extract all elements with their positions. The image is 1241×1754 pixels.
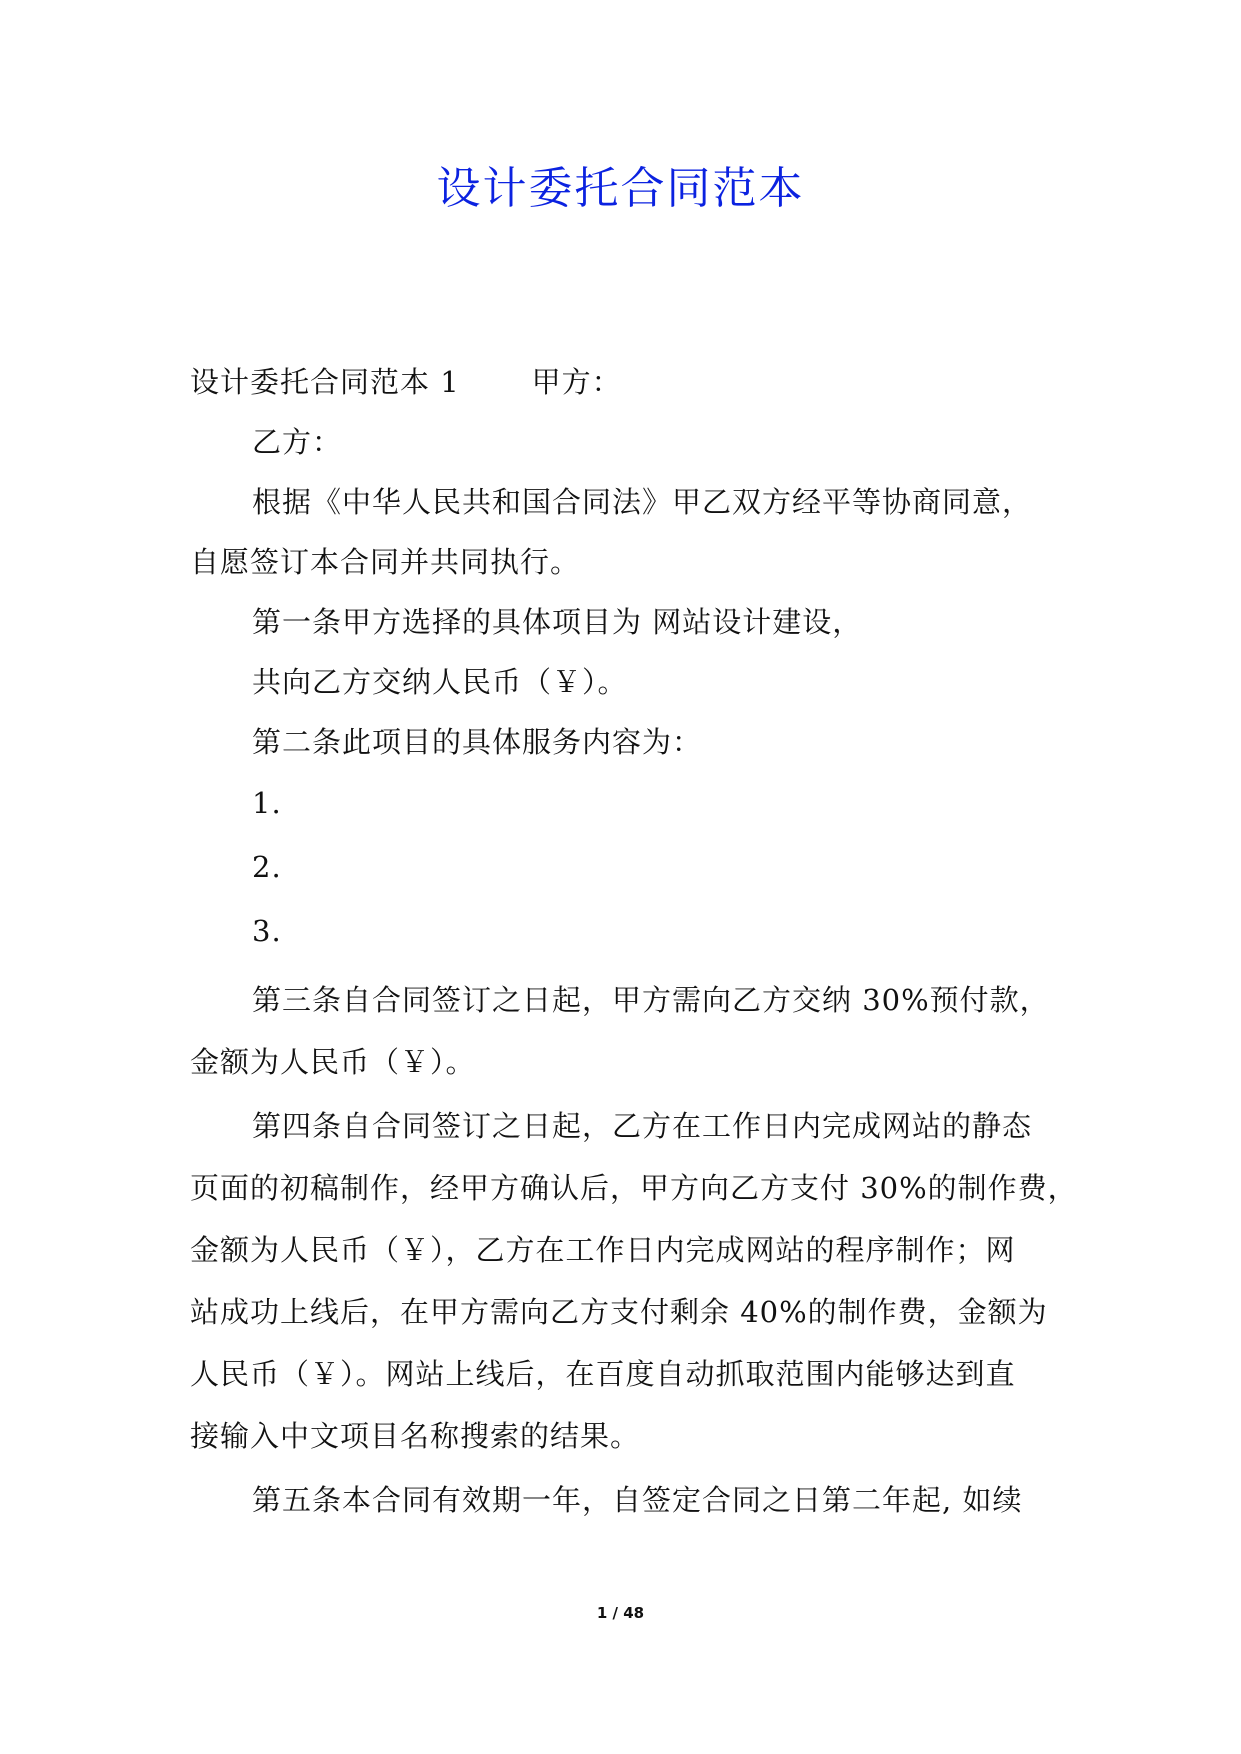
list-item: 2. xyxy=(252,850,282,884)
page-number: 1 / 48 xyxy=(596,1604,645,1622)
text-line: 页面的初稿制作，经甲方确认后，甲方向乙方支付 30%的制作费， xyxy=(190,1171,1078,1205)
party-b-label: 乙方： xyxy=(252,425,343,459)
text-line: 金额为人民币（￥）。 xyxy=(190,1045,476,1079)
list-item: 1. xyxy=(252,786,282,820)
text-line: 第二条此项目的具体服务内容为： xyxy=(252,725,703,759)
text-line: 第一条甲方选择的具体项目为 网站设计建设， xyxy=(252,605,863,639)
document-title: 设计委托合同范本 xyxy=(436,163,805,214)
text-line: 根据《中华人民共和国合同法》甲乙双方经平等协商同意， xyxy=(252,485,1033,519)
text-line: 共向乙方交纳人民币（￥）。 xyxy=(252,665,628,699)
text-line: 第三条自合同签订之日起，甲方需向乙方交纳 30%预付款， xyxy=(252,983,1050,1017)
text-line: 第五条本合同有效期一年，自签定合同之日第二年起, 如续 xyxy=(252,1483,1023,1517)
text-line: 金额为人民币（￥），乙方在工作日内完成网站的程序制作；网 xyxy=(190,1233,1016,1267)
text-line: 人民币（￥）。网站上线后，在百度自动抓取范围内能够达到直 xyxy=(190,1357,1016,1391)
list-item: 3. xyxy=(252,914,282,948)
text-line: 站成功上线后，在甲方需向乙方支付剩余 40%的制作费，金额为 xyxy=(190,1295,1048,1329)
text-line: 自愿签订本合同并共同执行。 xyxy=(190,545,581,579)
party-a-label: 甲方： xyxy=(531,365,622,399)
text-line xyxy=(190,360,622,401)
text-line: 接输入中文项目名称搜索的结果。 xyxy=(190,1419,641,1453)
contract-heading: 设计委托合同范本 1 xyxy=(190,365,460,399)
text-line: 第四条自合同签订之日起，乙方在工作日内完成网站的静态 xyxy=(252,1109,1033,1143)
